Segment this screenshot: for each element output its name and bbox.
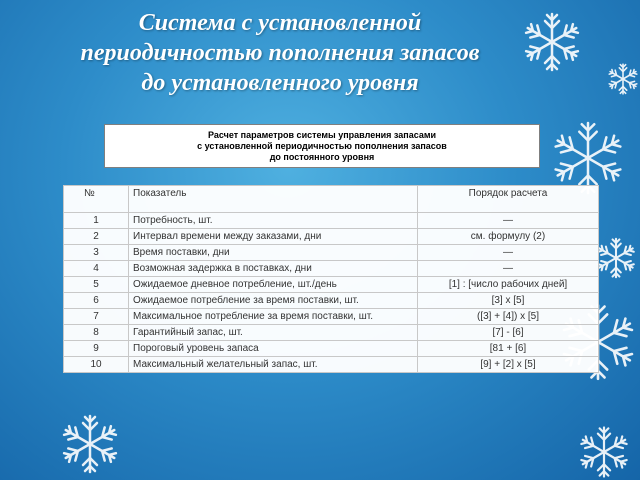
table-row — [64, 357, 599, 373]
table-row — [64, 293, 599, 309]
row-calculation: — — [418, 245, 599, 261]
title-line: Система с установленной — [138, 10, 422, 36]
row-indicator: Максимальный желательный запас, шт. — [129, 357, 418, 373]
snowflake-icon — [576, 424, 632, 480]
table-header-row — [64, 186, 599, 213]
page-title — [60, 8, 500, 98]
header-number: № — [64, 186, 129, 213]
parameters-table — [63, 185, 599, 373]
caption-line: с установленной периодичностью пополнения запасов — [197, 141, 447, 151]
table-caption — [104, 124, 540, 168]
row-indicator: Ожидаемое дневное потребление, шт./день — [129, 277, 418, 293]
snowflake-icon — [520, 10, 584, 74]
table-row — [64, 341, 599, 357]
header-indicator: Показатель — [129, 186, 418, 213]
row-calculation: — — [418, 213, 599, 229]
row-number: 5 — [64, 277, 129, 293]
row-calculation: [9] + [2] x [5] — [418, 357, 599, 373]
row-number: 6 — [64, 293, 129, 309]
table-row — [64, 213, 599, 229]
row-number: 2 — [64, 229, 129, 245]
row-number: 7 — [64, 309, 129, 325]
snowflake-icon — [594, 236, 638, 280]
row-calculation: [1] : [число рабочих дней] — [418, 277, 599, 293]
snowflake-icon — [606, 62, 640, 96]
row-number: 8 — [64, 325, 129, 341]
row-calculation: [7] - [6] — [418, 325, 599, 341]
row-calculation: [3] x [5] — [418, 293, 599, 309]
row-indicator: Максимальное потребление за время поставки, шт. — [129, 309, 418, 325]
table-row — [64, 277, 599, 293]
title-line: до установленного уровня — [141, 70, 419, 96]
caption-line: до постоянного уровня — [269, 152, 375, 162]
row-indicator: Пороговый уровень запаса — [129, 341, 418, 357]
row-indicator: Ожидаемое потребление за время поставки, шт. — [129, 293, 418, 309]
table-row — [64, 309, 599, 325]
title-line: периодичностью пополнения запасов — [80, 40, 480, 66]
table-row — [64, 261, 599, 277]
row-indicator: Потребность, шт. — [129, 213, 418, 229]
row-number: 10 — [64, 357, 129, 373]
row-calculation: см. формулу (2) — [418, 229, 599, 245]
row-indicator: Время поставки, дни — [129, 245, 418, 261]
table-row — [64, 325, 599, 341]
row-calculation: ([3] + [4]) x [5] — [418, 309, 599, 325]
row-number: 9 — [64, 341, 129, 357]
snowflake-icon — [58, 412, 122, 476]
table-row — [64, 245, 599, 261]
row-indicator: Гарантийный запас, шт. — [129, 325, 418, 341]
row-number: 4 — [64, 261, 129, 277]
caption-line: Расчет параметров системы управления запасами — [207, 130, 437, 140]
row-number: 3 — [64, 245, 129, 261]
header-calculation: Порядок расчета — [418, 186, 599, 213]
row-calculation: [81 + [6] — [418, 341, 599, 357]
table-row — [64, 229, 599, 245]
row-calculation: — — [418, 261, 599, 277]
row-number: 1 — [64, 213, 129, 229]
row-indicator: Возможная задержка в поставках, дни — [129, 261, 418, 277]
row-indicator: Интервал времени между заказами, дни — [129, 229, 418, 245]
